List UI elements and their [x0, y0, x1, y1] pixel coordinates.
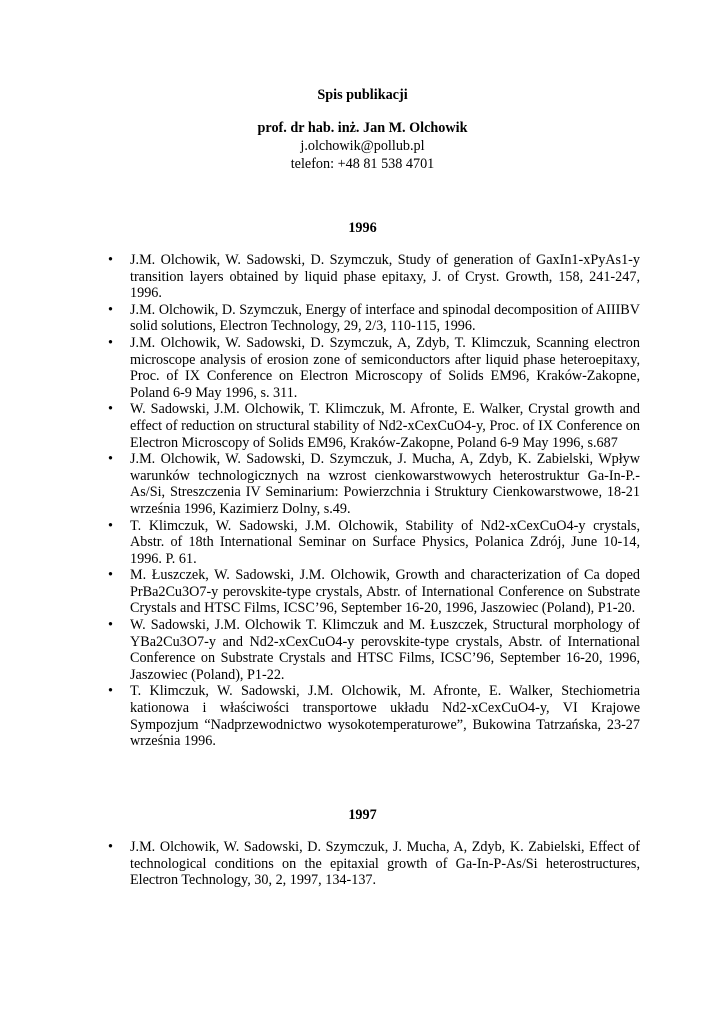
- bullet-icon: •: [108, 567, 113, 584]
- list-item: [108, 401, 640, 451]
- list-item: [108, 617, 640, 683]
- section-year-heading: 1997: [348, 807, 377, 823]
- publication-entry: W. Sadowski, J.M. Olchowik, T. Klimczuk, M. Afronte, E. Walker, Crystal growth and effect of reduction on structural stability of Nd2-xCexCuO4-y, Proc. of IX Conference on Electron Microscopy of Solids EM96, Kraków-Zakopne, Poland 6-9 May 1996, s.687: [130, 401, 640, 451]
- bullet-icon: •: [108, 517, 113, 534]
- section-year-heading: 1996: [348, 220, 377, 236]
- author-name: prof. dr hab. inż. Jan M. Olchowik: [257, 120, 468, 136]
- publication-list: [108, 252, 640, 750]
- list-item: [108, 518, 640, 568]
- bullet-icon: •: [108, 334, 113, 351]
- document-title: Spis publikacji: [317, 87, 408, 103]
- bullet-icon: •: [108, 401, 113, 418]
- list-item: [108, 567, 640, 617]
- list-item: [108, 683, 640, 749]
- publication-list: [108, 839, 640, 889]
- author-email: j.olchowik@pollub.pl: [300, 138, 425, 154]
- publication-entry: J.M. Olchowik, D. Szymczuk, Energy of interface and spinodal decomposition of AIIIBV solid solutions, Electron Technology, 29, 2/3, 110-115, 1996.: [130, 301, 640, 335]
- author-phone: telefon: +48 81 538 4701: [290, 156, 435, 172]
- bullet-icon: •: [108, 301, 113, 318]
- bullet-icon: •: [108, 252, 113, 268]
- publication-entry: W. Sadowski, J.M. Olchowik T. Klimczuk and M. Łuszczek, Structural morphology of YBa2Cu3O7-y and Nd2-xCexCuO4-y perovskite-type crystals, Abstr. of International Conference on Substrate Crystals and HTSC Films, ICSC’96, September 16-20, 1996, Jaszowiec (Poland), P1-22.: [130, 617, 640, 683]
- list-item: [108, 839, 640, 889]
- publication-entry: M. Łuszczek, W. Sadowski, J.M. Olchowik, Growth and characterization of Ca doped PrBa2Cu3O7-y perovskite-type crystals, Abstr. of International Conference on Substrate Crystals and HTSC Films, ICSC’96, September 16-20, 1996, Jaszowiec (Poland), P1-20.: [130, 567, 640, 617]
- publication-entry: J.M. Olchowik, W. Sadowski, D. Szymczuk, Study of generation of GaxIn1-xPyAs1-y transition layers obtained by liquid phase epitaxy, J. of Cryst. Growth, 158, 241-247, 1996.: [130, 252, 640, 302]
- publication-entry: J.M. Olchowik, W. Sadowski, D. Szymczuk, A, Zdyb, T. Klimczuk, Scanning electron microscope analysis of erosion zone of semiconductors after liquid phase heteroepitaxy, Proc. of IX Conference on Electron Microscopy of Solids EM96, Kraków-Zakopne, Poland 6-9 May 1996, s. 311.: [130, 334, 640, 401]
- publication-entry: T. Klimczuk, W. Sadowski, J.M. Olchowik, Stability of Nd2-xCexCuO4-y crystals, Abstr. of 18th International Seminar on Surface Physics, Polanica Zdrój, June 10-14, 1996. P. 61.: [130, 517, 640, 567]
- list-item: [108, 451, 640, 517]
- list-item: [108, 252, 640, 302]
- bullet-icon: •: [108, 683, 113, 700]
- publication-entry: J.M. Olchowik, W. Sadowski, D. Szymczuk, J. Mucha, A, Zdyb, K. Zabielski, Wpływ warunków technologicznych na wzrost cienkowarstwowych heterostruktur Ga-In-P.-As/Si, Streszczenia IV Seminarium: Powierzchnia i Struktury Cienkowarstwowe, 18-21 września 1996, Kazimierz Dolny, s.49.: [130, 451, 640, 517]
- publication-entry: T. Klimczuk, W. Sadowski, J.M. Olchowik, M. Afronte, E. Walker, Stechiometria kationowa i właściwości transportowe układu Nd2-xCexCuO4-y, VI Krajowe Sympozjum “Nadprzewodnictwo wysokotemperaturowe”, Bukowina Tatrzańska, 23-27 września 1996.: [130, 683, 640, 750]
- list-item: [108, 335, 640, 401]
- bullet-icon: •: [108, 839, 113, 855]
- list-item: [108, 302, 640, 335]
- bullet-icon: •: [108, 451, 113, 468]
- bullet-icon: •: [108, 617, 113, 634]
- publication-entry: J.M. Olchowik, W. Sadowski, D. Szymczuk, J. Mucha, A, Zdyb, K. Zabielski, Effect of technological conditions on the epitaxial growth of Ga-In-P-As/Si heterostructures, Electron Technology, 30, 2, 1997, 134-137.: [130, 839, 640, 889]
